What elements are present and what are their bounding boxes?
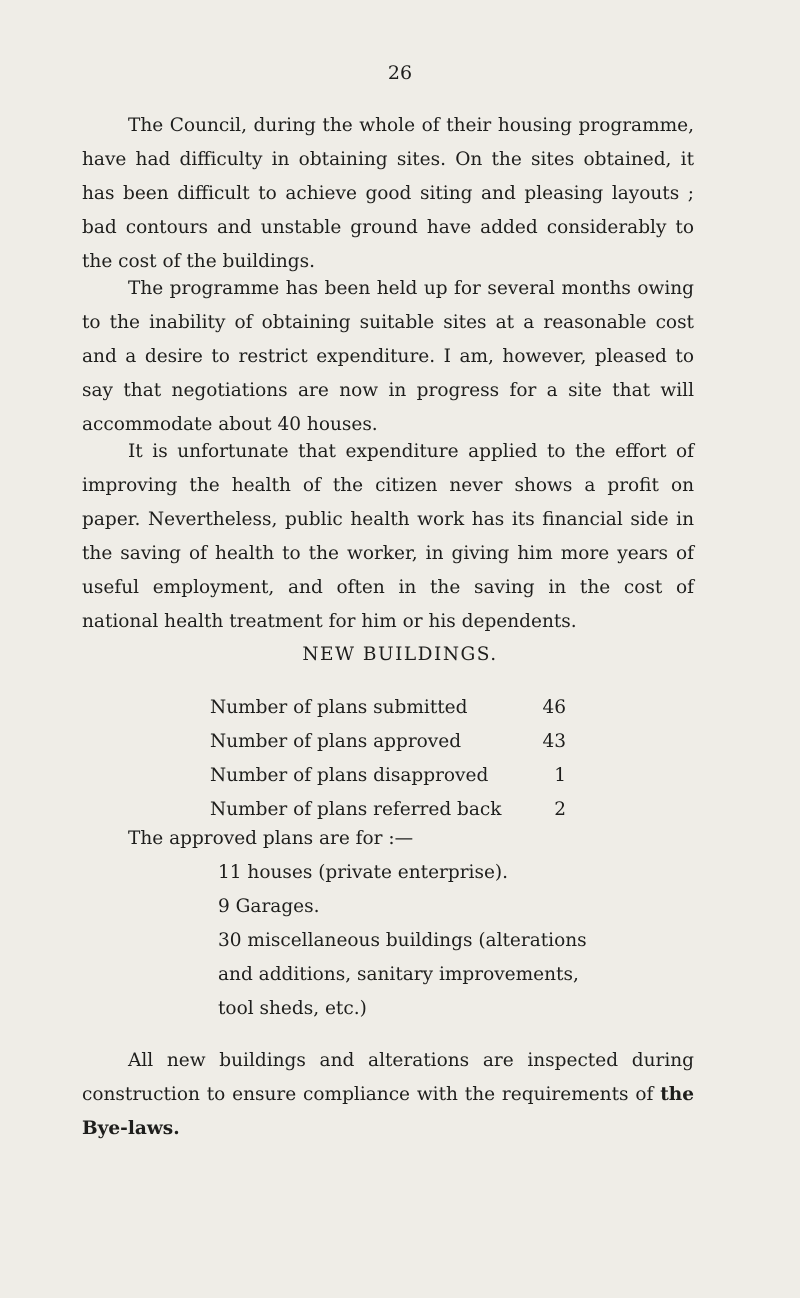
approved-plans-intro: The approved plans are for :— bbox=[128, 828, 414, 849]
section-heading-new-buildings: NEW BUILDINGS. bbox=[302, 644, 498, 665]
list-item-text: 9 Garages. bbox=[218, 896, 320, 917]
list-item-text: 11 houses (private enterprise). bbox=[218, 862, 509, 883]
page-number: 26 bbox=[387, 62, 413, 84]
paragraph-inspection bbox=[82, 1044, 694, 1146]
list-item bbox=[218, 924, 618, 1026]
paragraph-text: All new buildings and alterations are inspected during construction to ensure compliance with the requirements of bbox=[82, 1050, 694, 1105]
list-item-continuation: and additions, sanitary improvements, bbox=[218, 964, 579, 985]
paragraph-public-health-cost bbox=[82, 435, 694, 639]
list-item bbox=[218, 890, 618, 924]
list-item-text: 30 miscellaneous buildings (alterations bbox=[218, 930, 587, 951]
paragraph-programme-delay bbox=[82, 272, 694, 442]
paragraph-text: The programme has been held up for several months owing to the inability of obtaining suitable sites at a reasonable cost and a desire to restrict expenditure. I am, however, pleased to say that negotiations are now in progress for a site that will accommodate about 40 houses. bbox=[82, 278, 694, 435]
row-label: Number of plans referred back bbox=[210, 798, 502, 820]
paragraph-text: It is unfortunate that expenditure applied to the effort of improving the health of the citizen never shows a profit on paper. Nevertheless, public health work has its financial side in the saving of health to the worker, in giving him more years of useful employment, and often in the saving in the cost of national health treatment for him or his dependents. bbox=[82, 441, 694, 632]
paragraph-housing-sites bbox=[82, 109, 694, 279]
row-label: Number of plans approved bbox=[210, 730, 462, 752]
bye-laws-text: the Bye-laws. bbox=[82, 1084, 694, 1139]
list-item bbox=[218, 856, 618, 890]
paragraph-text: The Council, during the whole of their housing programme, have had difficulty in obtaining sites. On the sites obtained, it has been difficult to achieve good siting and pleasing layouts ; bad contours and unstable ground have added considerably to the cost of the buildings. bbox=[82, 115, 694, 272]
table-row bbox=[210, 724, 570, 758]
table-row bbox=[210, 792, 570, 826]
row-label: Number of plans submitted bbox=[210, 696, 468, 718]
row-value: 2 bbox=[554, 798, 566, 820]
row-value: 43 bbox=[542, 730, 566, 752]
row-label: Number of plans disapproved bbox=[210, 764, 489, 786]
table-row bbox=[210, 690, 570, 724]
row-value: 46 bbox=[542, 696, 566, 718]
new-buildings-table bbox=[210, 690, 570, 826]
approved-plans-list bbox=[218, 856, 618, 1026]
row-value: 1 bbox=[554, 764, 566, 786]
list-item-continuation: tool sheds, etc.) bbox=[218, 998, 367, 1019]
table-row bbox=[210, 758, 570, 792]
